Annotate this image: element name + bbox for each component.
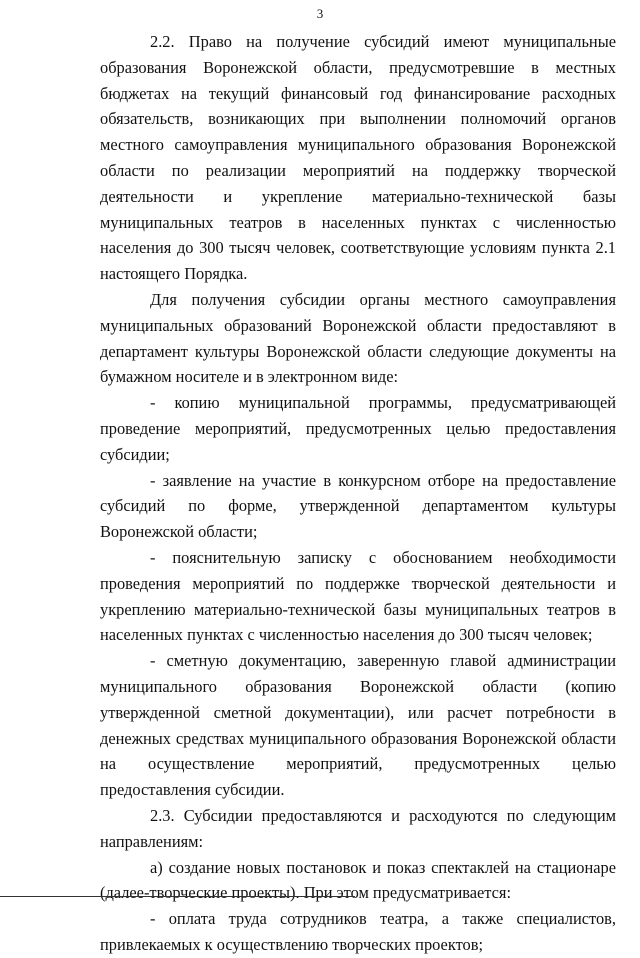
paragraph-documents-intro: Для получения субсидии органы местного самоуправления муниципальных образований Воронежской области предоставляют в департамент культуры Воронежской области следующие документы на бумажном носителе и в электронном виде: xyxy=(100,289,616,387)
list-item-program-copy: - копию муниципальной программы, предусматривающей проведение мероприятий, предусмотренных целью предоставления субсидии; xyxy=(100,393,616,464)
list-item-explanatory-note: - пояснительную записку с обоснованием необходимости проведения мероприятий по поддержке творческой деятельности и укреплению материально-технической базы муниципальных театров в населенных пунктах с численностью населения до 300 тысяч человек; xyxy=(100,547,616,645)
list-item-application: - заявление на участие в конкурсном отборе на предоставление субсидий по форме, утвержденной департаментом культуры Воронежской области; xyxy=(100,470,616,542)
paragraph-2-2: 2.2. Право на получение субсидий имеют муниципальные образования Воронежской области, предусмотревшие в местных бюджетах на текущий финансовый год финансирование расходных обязательств, возникающих при выполнении полномочий органов местного самоуправления муниципального образования Воронежской области по реализации мероприятий на поддержку творческой деятельности и укрепление материально-технической базы муниципальных театров в населенных пунктах с численностью населения до 300 тысяч человек, соответствующие условиям пункта 2.1 настоящего Порядка. xyxy=(100,32,616,284)
list-item-estimate-docs: - сметную документацию, заверенную главой администрации муниципального образования Воронежской области (копию утвержденной сметной документации), или расчет потребности в денежных средствах муниципального образования Воронежской области на осуществление мероприятий, предусмотренных целью предоставления субсидии. xyxy=(100,651,616,800)
page-number: 3 xyxy=(316,6,324,21)
document-body xyxy=(100,29,616,958)
list-item-creative-projects: а) создание новых постановок и показ спектаклей на стационаре (далее-творческие проекты). При этом предусматривается: xyxy=(100,857,616,903)
footer-divider xyxy=(0,896,355,897)
paragraph-2-3: 2.3. Субсидии предоставляются и расходуются по следующим направлениям: xyxy=(100,805,616,851)
list-item-staff-pay: - оплата труда сотрудников театра, а также специалистов, привлекаемых к осуществлению творческих проектов; xyxy=(100,909,616,954)
